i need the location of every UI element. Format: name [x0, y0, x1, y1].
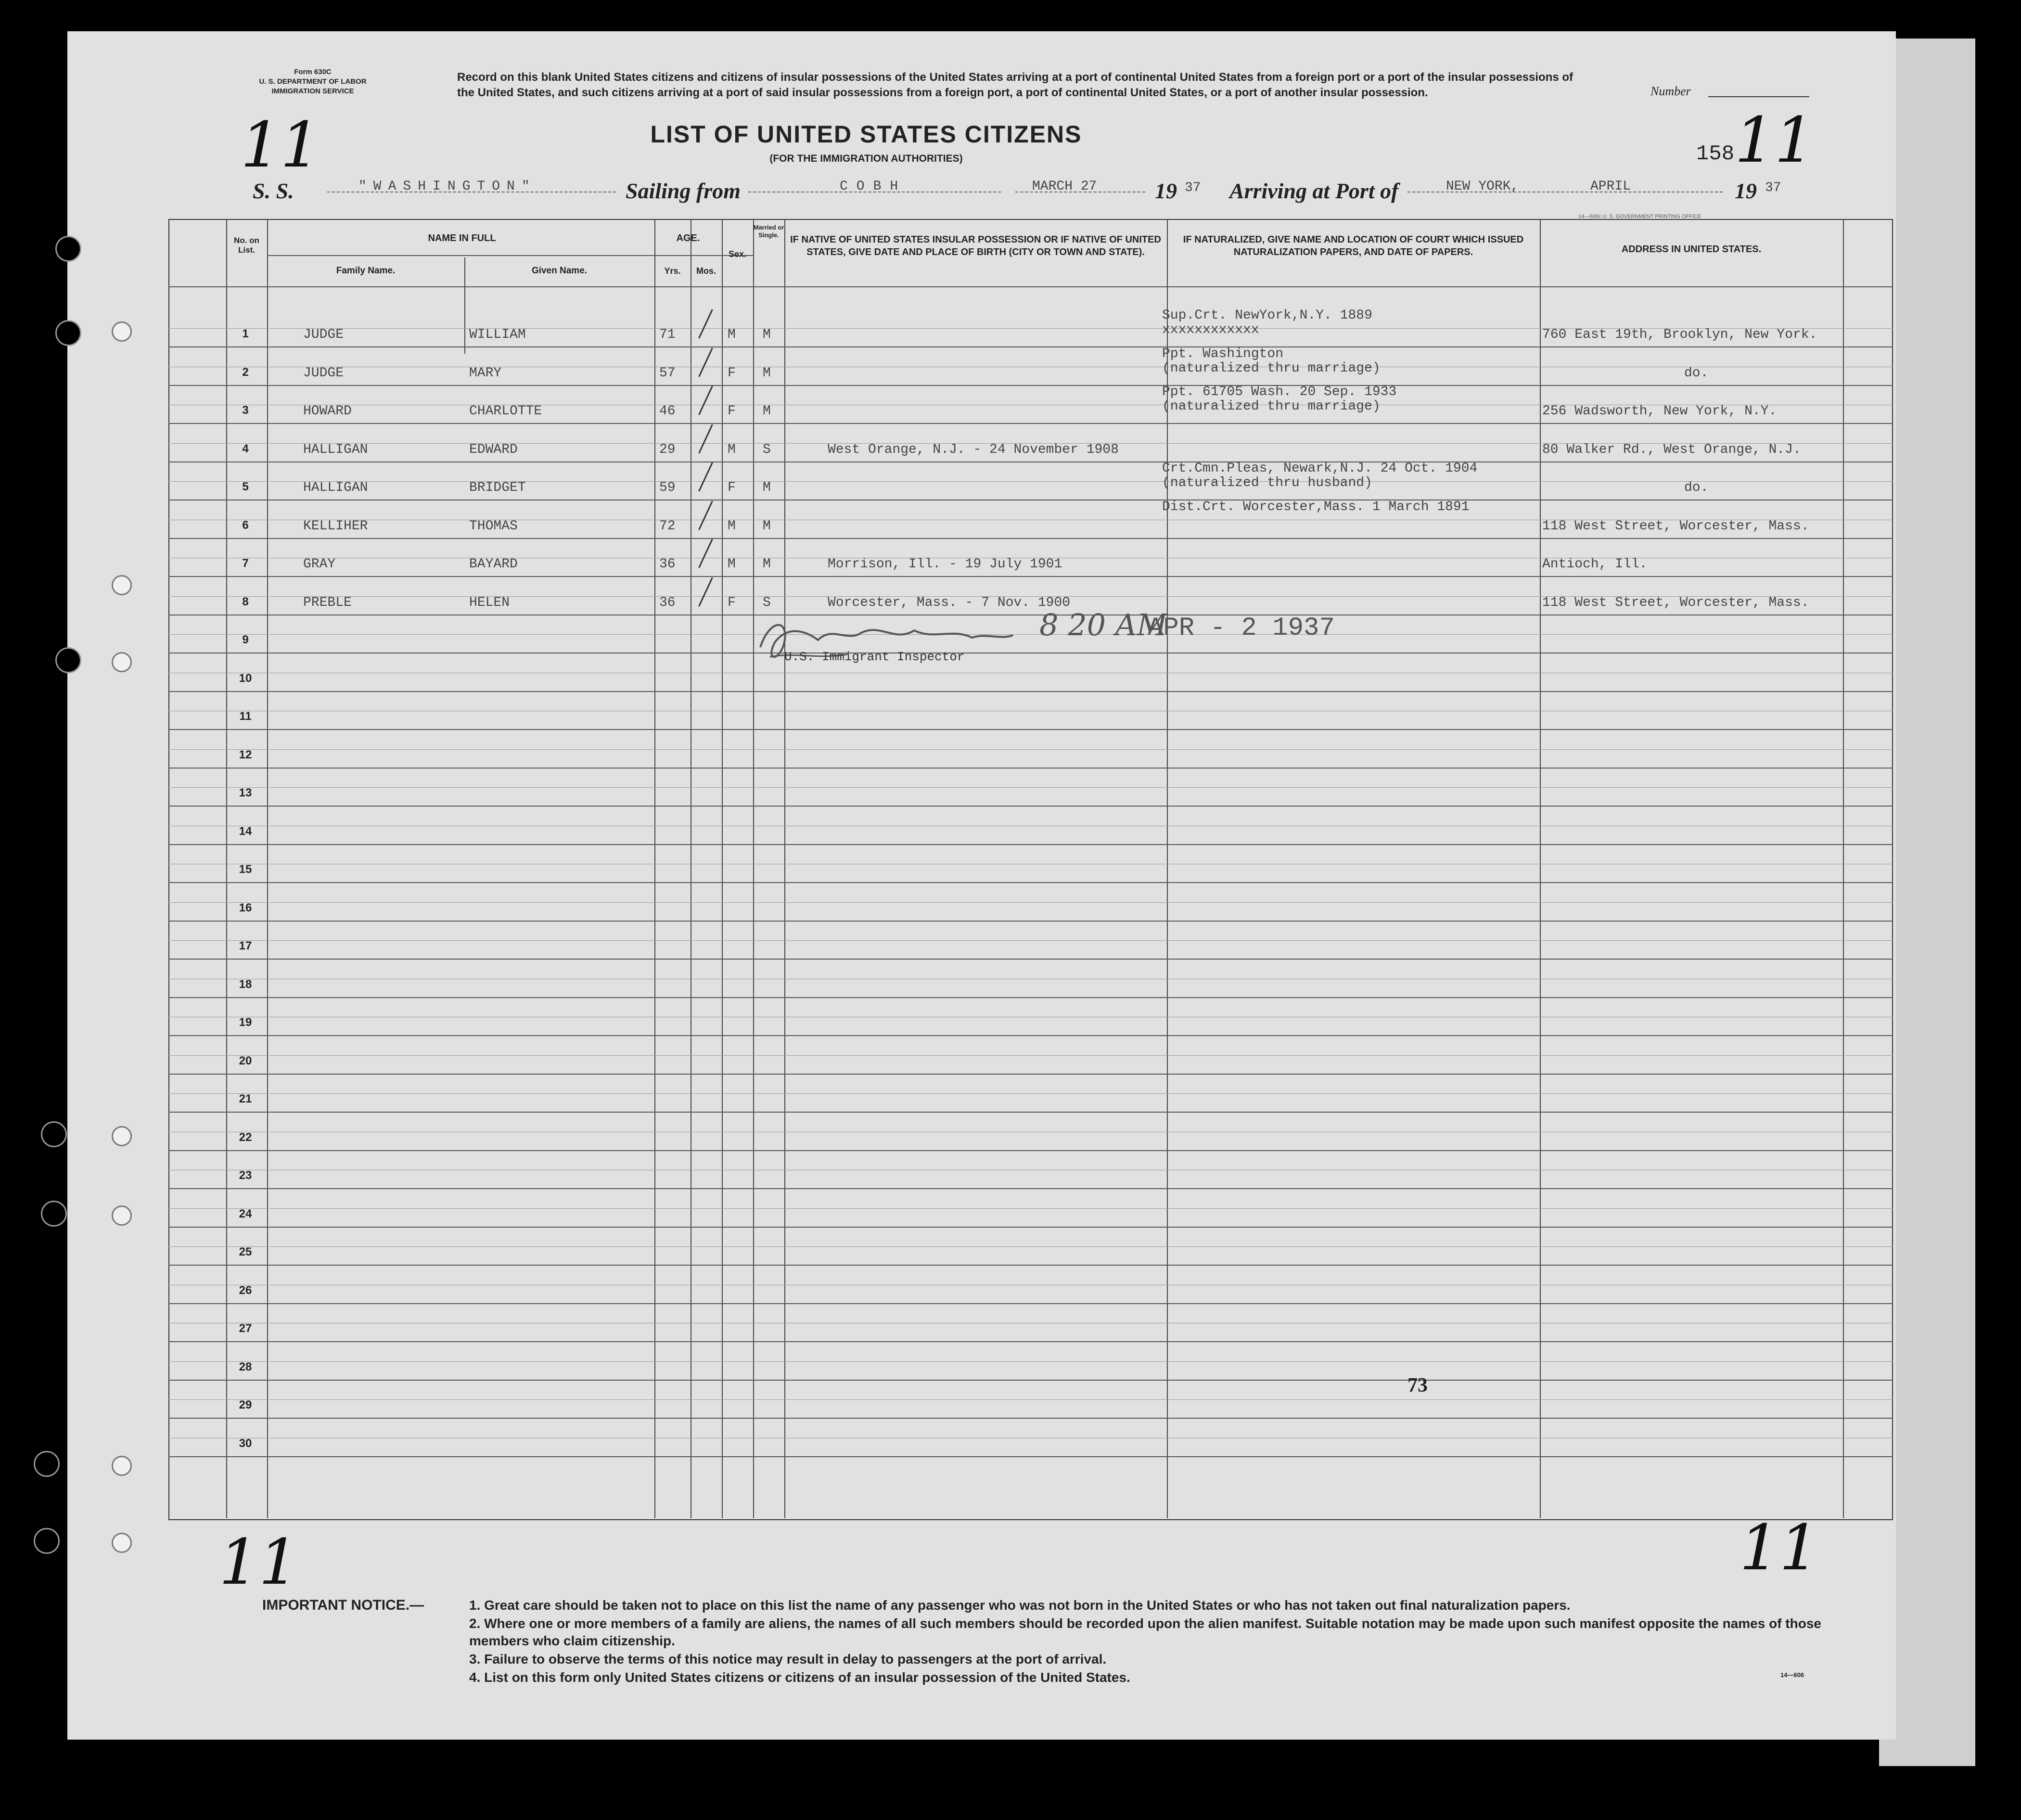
sex: F: [728, 404, 736, 419]
row-number: 7: [242, 557, 249, 570]
row-line: [168, 882, 1893, 883]
row-line: [168, 729, 1893, 730]
row-number: 22: [239, 1130, 252, 1144]
column-divider: [784, 219, 785, 1518]
marital-status: S: [763, 442, 771, 457]
given-name: MARY: [469, 365, 502, 381]
given-name: BRIDGET: [469, 480, 526, 495]
port-from: COBH: [840, 179, 907, 194]
age-years: 36: [659, 557, 676, 572]
naturalization-court: Ppt. 61705 Wash. 20 Sep. 1933: [1162, 385, 1397, 399]
given-name: HELEN: [469, 595, 510, 610]
row-subline: [168, 1246, 1893, 1247]
notice-heading: IMPORTANT NOTICE.—: [262, 1597, 424, 1613]
header-divider: [267, 255, 753, 256]
row-number: 29: [239, 1398, 252, 1411]
arriving-label: Arriving at Port of: [1229, 179, 1399, 203]
arrival-year: 37: [1765, 180, 1781, 195]
notice-item: 3. Failure to observe the terms of this notice may result in delay to passengers at the port of arrival.: [469, 1652, 1107, 1666]
row-subline: [168, 902, 1893, 903]
family-name: PREBLE: [303, 595, 352, 610]
row-number: 1: [242, 327, 249, 340]
row-line: [168, 653, 1893, 654]
age-years: 72: [659, 518, 676, 534]
page-subtitle: (FOR THE IMMIGRATION AUTHORITIES): [769, 153, 963, 164]
marital-status: S: [763, 595, 771, 610]
naturalization-court: Dist.Crt. Worcester,Mass. 1 March 1891: [1162, 499, 1470, 514]
row-line: [168, 1380, 1893, 1381]
page-title: LIST OF UNITED STATES CITIZENS: [650, 121, 1082, 148]
address: do.: [1684, 365, 1709, 381]
column-divider: [1540, 219, 1541, 1518]
binder-hole: [55, 320, 81, 346]
age-years: 59: [659, 480, 676, 495]
naturalization-note: (naturalized thru marriage): [1162, 360, 1381, 376]
row-number: 24: [239, 1207, 252, 1220]
signature-time: 8 20 AM: [1039, 607, 1168, 642]
marital-status: M: [763, 480, 771, 495]
form-header: [212, 67, 414, 96]
sex: M: [728, 518, 736, 534]
row-number: 18: [239, 977, 252, 991]
row-subline: [168, 787, 1893, 788]
sailing-from-label: Sailing from: [626, 179, 741, 203]
row-number: 13: [239, 786, 252, 799]
column-divider: [654, 219, 655, 1518]
row-number: 11: [239, 710, 252, 723]
row-number: 20: [239, 1054, 252, 1067]
marital-status: M: [763, 365, 771, 381]
family-name: HALLIGAN: [303, 480, 368, 495]
col-no: No. on List.: [234, 236, 259, 255]
binder-hole-ring: [112, 1205, 132, 1226]
col-sex: Sex.: [728, 249, 747, 259]
row-number: 3: [242, 404, 249, 417]
naturalization-court: Sup.Crt. NewYork,N.Y. 1889: [1162, 308, 1372, 323]
birthplace: West Orange, N.J. - 24 November 1908: [828, 442, 1119, 457]
row-number: 27: [239, 1322, 252, 1335]
col-family-name: Family Name.: [336, 266, 396, 276]
col-naturalization: IF NATURALIZED, GIVE NAME AND LOCATION OF COURT WHICH ISSUED NATURALIZATION PAPERS, AND DATE OF PAPERS.: [1183, 234, 1524, 257]
number-field: [1708, 96, 1809, 97]
ship-name: "WASHINGTON": [358, 179, 537, 194]
departure-year: 37: [1185, 180, 1201, 195]
row-number: 16: [239, 901, 252, 914]
inspector-title: U.S. Immigrant Inspector: [784, 650, 965, 664]
col-age: AGE.: [676, 233, 700, 244]
row-number: 25: [239, 1245, 252, 1258]
row-line: [168, 538, 1893, 539]
port-to: NEW YORK,: [1446, 179, 1519, 194]
row-line: [168, 691, 1893, 692]
sex: M: [728, 557, 736, 572]
row-subline: [168, 1208, 1893, 1209]
family-name: HALLIGAN: [303, 442, 368, 457]
column-divider: [753, 219, 754, 1518]
header-bottom: [168, 286, 1893, 287]
row-subline: [168, 1093, 1893, 1094]
arrival-year-prefix: 19: [1735, 179, 1757, 203]
age-years: 57: [659, 365, 676, 381]
family-name: JUDGE: [303, 365, 344, 381]
row-line: [168, 346, 1893, 347]
row-number: 28: [239, 1360, 252, 1373]
binder-hole: [34, 1528, 60, 1554]
row-line: [168, 1035, 1893, 1036]
address: do.: [1684, 480, 1709, 495]
given-name: WILLIAM: [469, 327, 526, 342]
birthplace: Worcester, Mass. - 7 Nov. 1900: [828, 595, 1071, 610]
row-subline: [168, 749, 1893, 750]
row-line: [168, 1418, 1893, 1419]
sex: F: [728, 365, 736, 381]
family-name: GRAY: [303, 557, 336, 572]
address: 256 Wadsworth, New York, N.Y.: [1542, 404, 1777, 419]
row-subline: [168, 634, 1893, 635]
col-years: Yrs.: [664, 266, 681, 276]
col-married-single: Married or Single.: [753, 224, 784, 239]
row-line: [168, 806, 1893, 807]
sex: F: [728, 480, 736, 495]
binder-hole: [41, 1201, 67, 1227]
sex: M: [728, 327, 736, 342]
marital-status: M: [763, 557, 771, 572]
naturalization-note: (naturalized thru marriage): [1162, 399, 1381, 414]
family-name: KELLIHER: [303, 518, 368, 534]
row-line: [168, 1265, 1893, 1266]
marital-status: M: [763, 404, 771, 419]
family-name: HOWARD: [303, 404, 352, 419]
row-subline: [168, 1361, 1893, 1362]
sex: M: [728, 442, 736, 457]
handwritten-mark-bottom-right: 11: [1740, 1511, 1819, 1584]
binder-hole-ring: [112, 575, 132, 595]
birthplace: Morrison, Ill. - 19 July 1901: [828, 557, 1062, 572]
row-subline: [168, 1055, 1893, 1056]
row-number: 9: [242, 633, 249, 646]
family-name: JUDGE: [303, 327, 344, 342]
row-line: [168, 1227, 1893, 1228]
given-name: EDWARD: [469, 442, 518, 457]
row-line: [168, 921, 1893, 922]
given-name: BAYARD: [469, 557, 518, 572]
naturalization-court: Ppt. Washington: [1162, 346, 1284, 361]
binder-hole: [55, 236, 81, 262]
notice-item: 2. Where one or more members of a family are aliens, the names of all such members should be recorded upon the alien manifest. Suitable notation may be made upon such manifest opposite the names of those members who claim citizenship.: [469, 1616, 1821, 1648]
year-prefix: 19: [1155, 179, 1177, 203]
row-line: [168, 1112, 1893, 1113]
binder-hole-ring: [112, 321, 132, 342]
address: 760 East 19th, Brooklyn, New York.: [1542, 327, 1817, 342]
row-line: [168, 997, 1893, 998]
given-name: CHARLOTTE: [469, 404, 542, 419]
column-divider: [267, 219, 268, 1518]
row-number: 26: [239, 1283, 252, 1297]
form-instructions: Record on this blank United States citizens and citizens of insular possessions of the United States arriving at a port of continental United States from a foreign port or a port of the insular possessions of the United States, and such citizens arriving at a port of said insular possessions from a foreign port, a port of continental United States, or a port of another insular possession.: [457, 71, 1573, 99]
row-number: 21: [239, 1092, 252, 1105]
row-line: [168, 844, 1893, 845]
notice-item: 1. Great care should be taken not to place on this list the name of any passenger who was not born in the United States or who has not taken out final naturalization papers.: [469, 1598, 1571, 1613]
row-line: [168, 1074, 1893, 1075]
col-name-in-full: NAME IN FULL: [428, 233, 496, 244]
row-line: [168, 959, 1893, 960]
address: 80 Walker Rd., West Orange, N.J.: [1542, 442, 1801, 457]
col-given-name: Given Name.: [531, 266, 588, 276]
handwritten-mark-top-left: 11: [241, 108, 320, 181]
col-birthplace: IF NATIVE OF UNITED STATES INSULAR POSSESSION OR IF NATIVE OF UNITED STATES, GIVE DATE AND PLACE OF BIRTH (CITY OR TOWN AND STATE).: [790, 234, 1161, 257]
age-years: 46: [659, 404, 676, 419]
naturalization-note: (naturalized thru husband): [1162, 475, 1372, 490]
row-number: 30: [239, 1436, 252, 1450]
row-line: [168, 1188, 1893, 1189]
marital-status: M: [763, 327, 771, 342]
ss-label: S. S.: [253, 179, 294, 203]
row-number: 12: [239, 748, 252, 761]
address: Antioch, Ill.: [1542, 557, 1648, 572]
marital-status: M: [763, 518, 771, 534]
row-number: 6: [242, 518, 249, 532]
row-line: [168, 768, 1893, 769]
row-line: [168, 576, 1893, 577]
service-name: IMMIGRATION SERVICE: [271, 87, 354, 95]
column-divider: [1843, 219, 1844, 1518]
age-years: 71: [659, 327, 676, 342]
row-number: 15: [239, 863, 252, 876]
row-number: 5: [242, 480, 249, 493]
row-number: 2: [242, 365, 249, 379]
row-line: [168, 461, 1893, 462]
row-line: [168, 423, 1893, 424]
column-divider: [1167, 219, 1168, 1518]
row-line: [168, 385, 1893, 386]
row-subline: [168, 940, 1893, 941]
row-number: 4: [242, 442, 249, 455]
address: 118 West Street, Worcester, Mass.: [1542, 595, 1809, 610]
page-count: 73: [1407, 1374, 1428, 1397]
binder-hole: [55, 647, 81, 673]
number-label: Number: [1650, 84, 1691, 98]
row-line: [168, 1341, 1893, 1342]
inspector-signature: [751, 614, 1020, 675]
col-months: Mos.: [696, 266, 716, 276]
age-years: 29: [659, 442, 676, 457]
age-years: 36: [659, 595, 676, 610]
row-subline: [168, 1399, 1893, 1400]
binder-hole: [41, 1121, 67, 1147]
binder-hole-ring: [112, 1456, 132, 1476]
notice-item: 4. List on this form only United States citizens or citizens of an insular possession of the United States.: [469, 1670, 1130, 1685]
row-subline: [168, 481, 1893, 482]
binder-hole-ring: [112, 1126, 132, 1146]
row-number: 14: [239, 824, 252, 838]
binder-hole: [34, 1451, 60, 1477]
row-line: [168, 1150, 1893, 1151]
row-number: 8: [242, 595, 249, 608]
form-number: Form 630C: [294, 68, 332, 76]
row-number: 23: [239, 1169, 252, 1182]
list-number: 158: [1696, 142, 1735, 166]
given-name: THOMAS: [469, 518, 518, 534]
sex: F: [728, 595, 736, 610]
departure-date: MARCH 27: [1032, 179, 1097, 194]
row-number: 17: [239, 939, 252, 952]
binder-hole-ring: [112, 1533, 132, 1553]
date-stamp: APR - 2 1937: [1148, 614, 1335, 643]
address: 118 West Street, Worcester, Mass.: [1542, 518, 1809, 534]
arrival-month: APRIL: [1590, 179, 1631, 194]
binder-hole-ring: [112, 652, 132, 672]
form-code: 14—606: [1780, 1671, 1804, 1679]
col-address: ADDRESS IN UNITED STATES.: [1621, 244, 1762, 255]
printing-office-note: 14—606c U. S. GOVERNMENT PRINTING OFFICE: [1578, 214, 1701, 219]
naturalization-court: Crt.Cmn.Pleas, Newark,N.J. 24 Oct. 1904: [1162, 461, 1478, 476]
naturalization-note: xxxxxxxxxxxx: [1162, 322, 1259, 337]
row-number: 19: [239, 1016, 252, 1029]
handwritten-mark-bottom-left: 11: [219, 1525, 299, 1599]
row-number: 10: [239, 671, 252, 685]
row-line: [168, 1303, 1893, 1304]
department-name: U. S. DEPARTMENT OF LABOR: [259, 77, 367, 86]
row-line: [168, 1456, 1893, 1457]
column-divider: [722, 219, 723, 1518]
handwritten-mark-top-right: 11: [1735, 103, 1815, 177]
